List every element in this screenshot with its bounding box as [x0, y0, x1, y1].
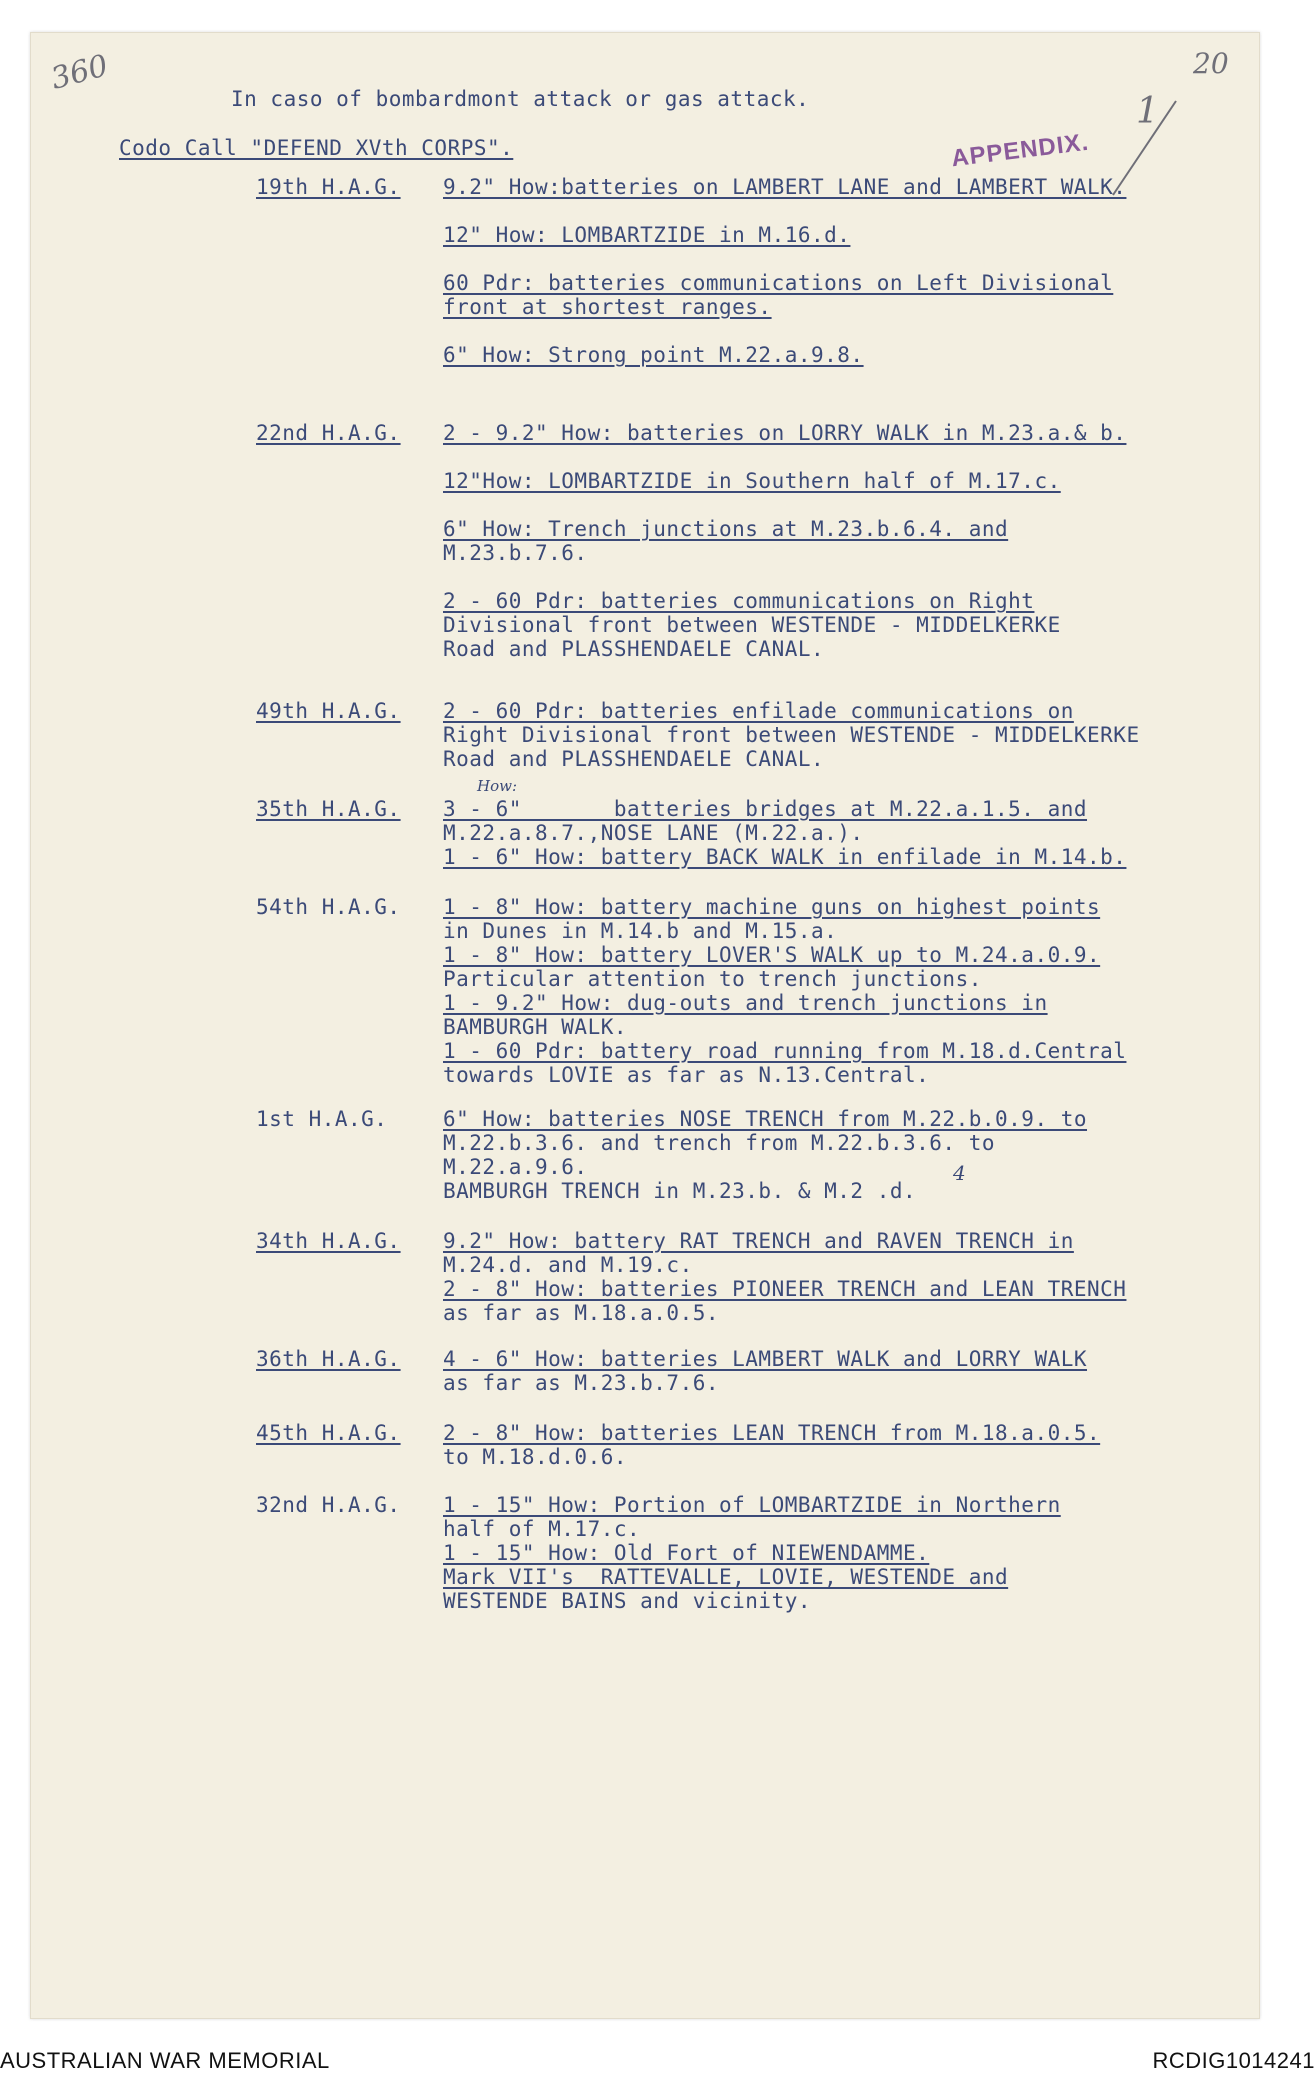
- order-line: front at shortest ranges.: [443, 295, 772, 319]
- order-line: BAMBURGH TRENCH in M.23.b. & M.2 .d.: [443, 1179, 917, 1203]
- order-line: 60 Pdr: batteries communications on Left Divisional: [443, 271, 1114, 295]
- order-line: 1 - 15" How: Old Fort of NIEWENDAMME.: [443, 1541, 930, 1565]
- unit-label: 32nd H.A.G.: [256, 1493, 401, 1517]
- unit-label: 22nd H.A.G.: [256, 421, 401, 445]
- inserted-how-note: How:: [477, 777, 518, 795]
- document-page: [30, 32, 1260, 2019]
- order-line: 1 - 60 Pdr: battery road running from M.18.d.Central: [443, 1039, 1127, 1063]
- order-line: 3 - 6" batteries bridges at M.22.a.1.5. and: [443, 797, 1088, 821]
- order-line: 9.2" How: battery RAT TRENCH and RAVEN TRENCH in: [443, 1229, 1074, 1253]
- order-line: M.22.a.8.7.,NOSE LANE (M.22.a.).: [443, 821, 864, 845]
- unit-label: 19th H.A.G.: [256, 175, 401, 199]
- order-line: as far as M.23.b.7.6.: [443, 1371, 720, 1395]
- footer-source: AUSTRALIAN WAR MEMORIAL: [0, 2048, 330, 2073]
- order-line: 2 - 60 Pdr: batteries communications on Right: [443, 589, 1035, 613]
- order-line: 9.2" How:batteries on LAMBERT LANE and LAMBERT WALK.: [443, 175, 1127, 199]
- order-line: Mark VII's RATTEVALLE, LOVIE, WESTENDE and: [443, 1565, 1009, 1589]
- unit-label: 35th H.A.G.: [256, 797, 401, 821]
- order-line: 1 - 15" How: Portion of LOMBARTZIDE in Northern: [443, 1493, 1061, 1517]
- order-line: 2 - 8" How: batteries PIONEER TRENCH and LEAN TRENCH: [443, 1277, 1127, 1301]
- order-line: Particular attention to trench junctions.: [443, 967, 982, 991]
- order-line: to M.18.d.0.6.: [443, 1445, 628, 1469]
- order-line: M.24.d. and M.19.c.: [443, 1253, 693, 1277]
- order-line: half of M.17.c.: [443, 1517, 641, 1541]
- order-line: 1 - 8" How: battery LOVER'S WALK up to M.24.a.0.9.: [443, 943, 1101, 967]
- footer-reference: RCDIG1014241: [1152, 2048, 1315, 2073]
- order-line: 1 - 9.2" How: dug-outs and trench junctions in: [443, 991, 1048, 1015]
- order-line: 1 - 6" How: battery BACK WALK in enfilade in M.14.b.: [443, 845, 1127, 869]
- order-line: Right Divisional front between WESTENDE - MIDDELKERKE: [443, 723, 1140, 747]
- order-line: BAMBURGH WALK.: [443, 1015, 628, 1039]
- unit-label: 36th H.A.G.: [256, 1347, 401, 1371]
- order-line: 6" How: Trench junctions at M.23.b.6.4. and: [443, 517, 1009, 541]
- folio-number-right: 20: [1193, 47, 1229, 80]
- inserted-digit-note: 4: [953, 1161, 966, 1185]
- order-line: Road and PLASSHENDAELE CANAL.: [443, 637, 825, 661]
- order-line: M.22.a.9.6.: [443, 1155, 588, 1179]
- order-line: towards LOVIE as far as N.13.Central.: [443, 1063, 930, 1087]
- unit-label: 49th H.A.G.: [256, 699, 401, 723]
- order-line: 2 - 9.2" How: batteries on LORRY WALK in M.23.a.& b.: [443, 421, 1127, 445]
- order-line: M.23.b.7.6.: [443, 541, 588, 565]
- order-line: Divisional front between WESTENDE - MIDDELKERKE: [443, 613, 1061, 637]
- order-line: 1 - 8" How: battery machine guns on highest points: [443, 895, 1101, 919]
- unit-label: 1st H.A.G.: [256, 1107, 388, 1131]
- document-title: In caso of bombardmont attack or gas attack.: [231, 87, 810, 111]
- order-line: 2 - 60 Pdr: batteries enfilade communications on: [443, 699, 1074, 723]
- appendix-stamp: APPENDIX.: [949, 128, 1091, 173]
- order-line: 2 - 8" How: batteries LEAN TRENCH from M.18.a.0.5.: [443, 1421, 1101, 1445]
- order-line: Road and PLASSHENDAELE CANAL.: [443, 747, 825, 771]
- unit-label: 54th H.A.G.: [256, 895, 401, 919]
- order-line: 6" How: Strong point M.22.a.9.8.: [443, 343, 864, 367]
- order-line: M.22.b.3.6. and trench from M.22.b.3.6. to: [443, 1131, 996, 1155]
- unit-label: 34th H.A.G.: [256, 1229, 401, 1253]
- appendix-number-mark: 1: [1136, 91, 1159, 132]
- order-line: as far as M.18.a.0.5.: [443, 1301, 720, 1325]
- order-line: in Dunes in M.14.b and M.15.a.: [443, 919, 838, 943]
- order-line: 4 - 6" How: batteries LAMBERT WALK and LORRY WALK: [443, 1347, 1088, 1371]
- order-line: WESTENDE BAINS and vicinity.: [443, 1589, 812, 1613]
- order-line: 6" How: batteries NOSE TRENCH from M.22.b.0.9. to: [443, 1107, 1088, 1131]
- folio-number-left: 360: [47, 48, 112, 97]
- unit-label: 45th H.A.G.: [256, 1421, 401, 1445]
- order-line: 12"How: LOMBARTZIDE in Southern half of M.17.c.: [443, 469, 1061, 493]
- code-call-line: Codo Call "DEFEND XVth CORPS".: [119, 136, 514, 160]
- order-line: 12" How: LOMBARTZIDE in M.16.d.: [443, 223, 851, 247]
